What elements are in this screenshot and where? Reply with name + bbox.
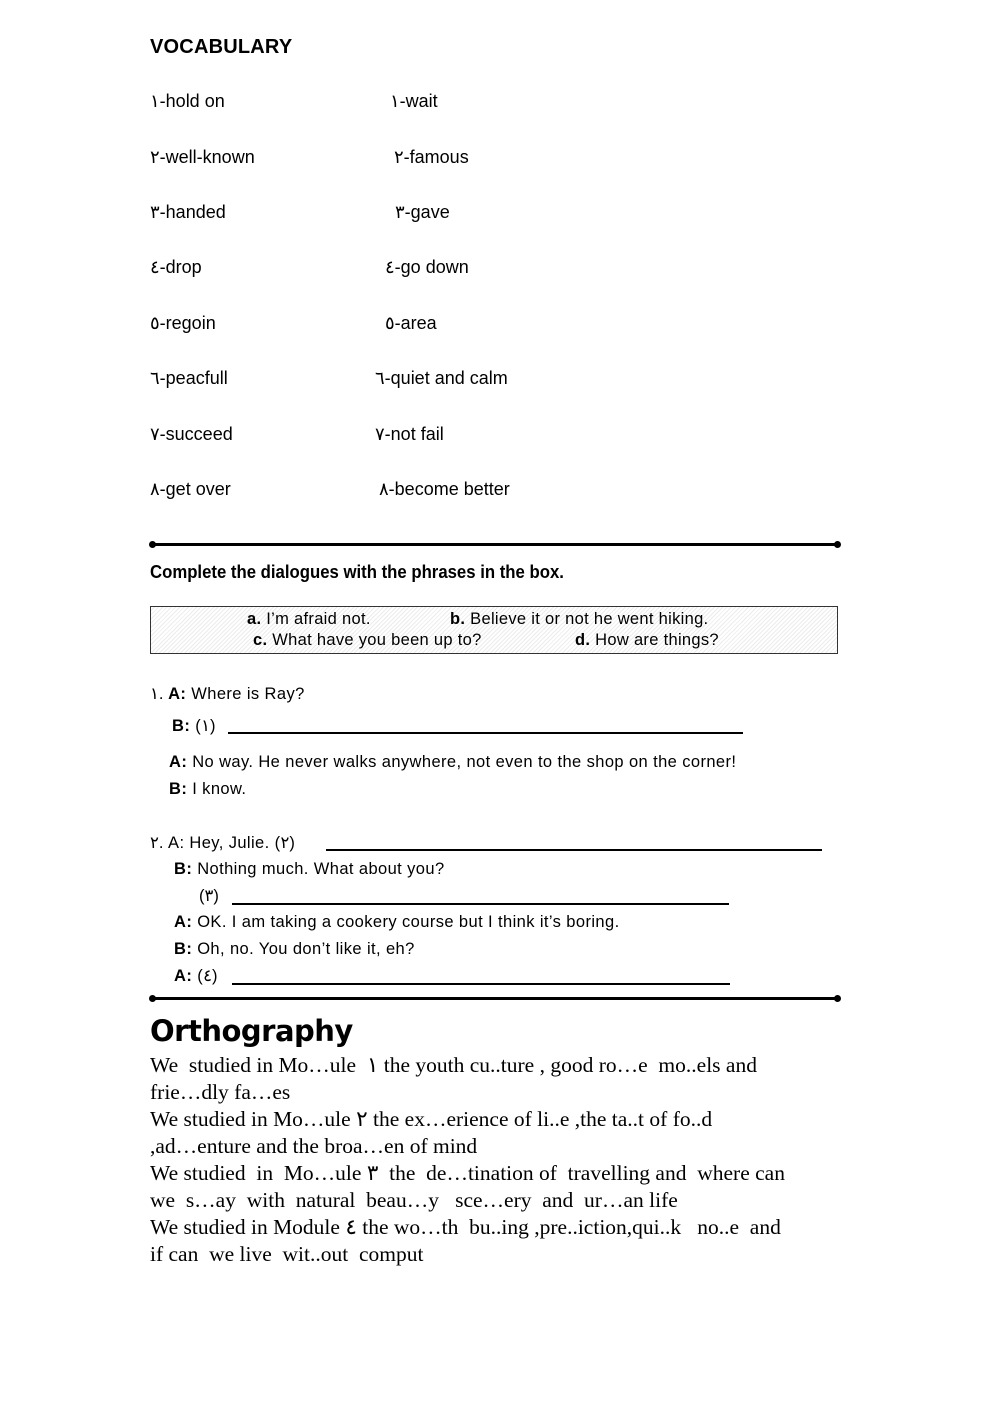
speaker-label: B:: [174, 860, 193, 878]
phrase-d: [575, 631, 719, 650]
answer-blank-2[interactable]: [326, 849, 822, 851]
dialogue-line: [174, 860, 445, 879]
dialogue-line: [174, 940, 415, 959]
orthography-line: frie…dly fa…es: [150, 1080, 291, 1104]
dialogue-text: Where is Ray?: [191, 685, 305, 703]
answer-blank-1[interactable]: [228, 732, 743, 734]
orthography-line: We studied in Module ٤ the wo…th bu..ing ,pre..iction,qui..k no..e and: [150, 1215, 781, 1239]
vocab-word: ٥-regoin: [150, 313, 216, 333]
section-divider: [152, 543, 838, 546]
vocab-meaning: ٨-become better: [379, 479, 510, 499]
answer-blank-4[interactable]: [232, 983, 730, 985]
vocab-meaning: ٢-famous: [394, 147, 469, 167]
dialogue-text: Nothing much. What about you?: [197, 860, 445, 878]
orthography-line: ,ad…enture and the broa…en of mind: [150, 1134, 478, 1158]
phrase-letter: c.: [253, 631, 268, 649]
dialogue-line: [169, 780, 246, 799]
vocab-word: ٤-drop: [150, 257, 202, 277]
speaker-label: A:: [174, 913, 193, 931]
dialogue-text: ٢. A: Hey, Julie. (٢): [150, 834, 296, 852]
dialogue-line: [150, 684, 305, 704]
speaker-label: B:: [169, 780, 188, 798]
answer-blank-3[interactable]: [232, 903, 729, 905]
speaker-label: A:: [168, 685, 187, 703]
phrase-letter: a.: [247, 610, 262, 628]
vocab-word: ٢-well-known: [150, 147, 255, 167]
dialogue-text: OK. I am taking a cookery course but I think it’s boring.: [197, 913, 620, 931]
dialogue-line: [150, 833, 295, 853]
blank-number: (١): [195, 717, 216, 735]
dialogue-line: [174, 966, 218, 986]
dialogue-text: I know.: [192, 780, 247, 798]
phrase-text: How are things?: [595, 631, 719, 649]
speaker-label: A:: [174, 967, 193, 985]
vocabulary-heading: VOCABULARY: [150, 36, 293, 58]
phrase-text: What have you been up to?: [272, 631, 482, 649]
speaker-label: B:: [172, 717, 191, 735]
vocab-word: ١-hold on: [150, 91, 225, 111]
blank-number: (٤): [197, 967, 218, 985]
phrase-box: [150, 606, 838, 654]
orthography-heading: Orthography: [150, 1014, 353, 1048]
phrase-b: [450, 610, 708, 629]
vocab-word: ٣-handed: [150, 202, 226, 222]
orthography-line: we s…ay with natural beau…y sce…ery and ur…an life: [150, 1188, 678, 1212]
vocab-meaning: ٤-go down: [385, 257, 469, 277]
vocab-meaning: ٦-quiet and calm: [375, 368, 508, 388]
dialogue-number: ١.: [150, 685, 164, 703]
orthography-line: if can we live wit..out comput: [150, 1242, 424, 1266]
dialogue-text: No way. He never walks anywhere, not even to the shop on the corner!: [192, 753, 737, 771]
dialogue-line: [169, 753, 736, 772]
vocab-word: ٨-get over: [150, 479, 231, 499]
phrase-a: [247, 610, 371, 629]
exercise-instruction: Complete the dialogues with the phrases in the box.: [150, 562, 564, 582]
vocab-word: ٧-succeed: [150, 424, 233, 444]
vocab-word: ٦-peacfull: [150, 368, 228, 388]
orthography-line: We studied in Mo…ule ٣ the de…tination of travelling and where can: [150, 1161, 785, 1185]
speaker-label: B:: [174, 940, 193, 958]
dialogue-line: [174, 913, 620, 932]
vocab-meaning: ٣-gave: [395, 202, 450, 222]
dialogue-text: Oh, no. You don’t like it, eh?: [197, 940, 415, 958]
dialogue-line: [172, 716, 216, 736]
phrase-letter: b.: [450, 610, 466, 628]
dialogue-line: [199, 886, 219, 906]
phrase-text: Believe it or not he went hiking.: [470, 610, 709, 628]
speaker-label: A:: [169, 753, 188, 771]
orthography-line: We studied in Mo…ule ٢ the ex…erience of li..e ,the ta..t of fo..d: [150, 1107, 713, 1131]
phrase-text: I’m afraid not.: [266, 610, 371, 628]
phrase-c: [253, 631, 482, 650]
phrase-letter: d.: [575, 631, 591, 649]
section-divider: [152, 997, 838, 1000]
vocab-meaning: ٧-not fail: [375, 424, 444, 444]
vocab-meaning: ٥-area: [385, 313, 437, 333]
vocab-meaning: ١-wait: [390, 91, 438, 111]
blank-number: (٣): [199, 887, 219, 905]
orthography-line: We studied in Mo…ule ١ the youth cu..ture , good ro…e mo..els and: [150, 1053, 757, 1077]
